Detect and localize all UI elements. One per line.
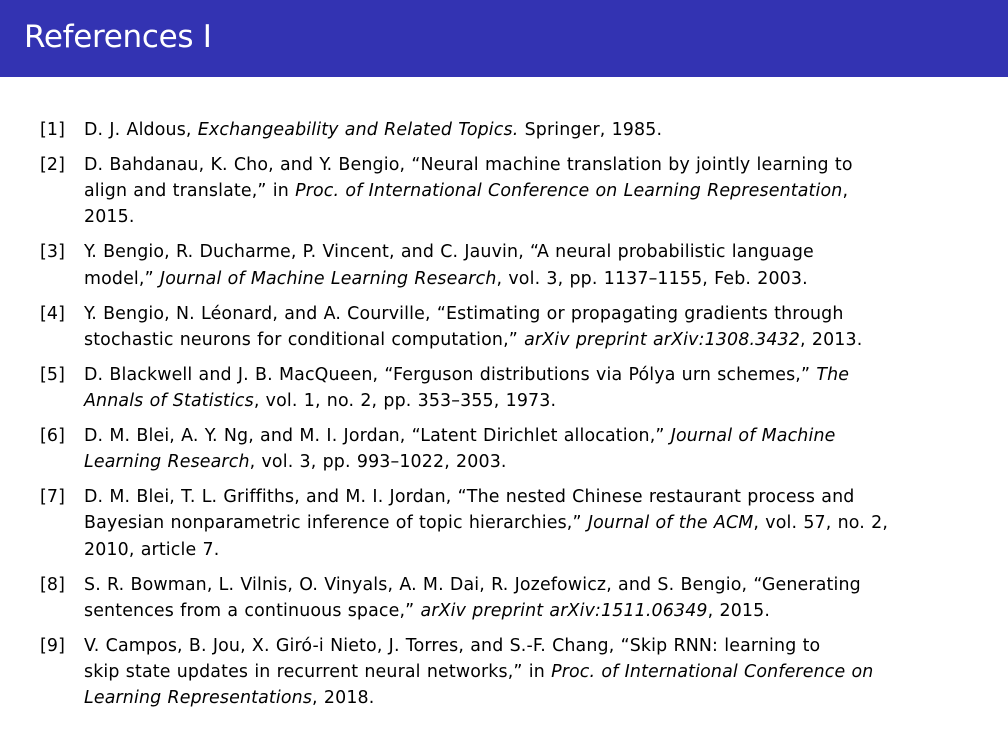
reference-line — [84, 152, 985, 178]
reference-item — [40, 301, 985, 354]
reference-segment: , 2013. — [800, 329, 863, 350]
reference-italic-segment: The — [816, 364, 850, 385]
reference-italic-segment: Annals of Statistics — [84, 391, 254, 412]
reference-line — [84, 266, 985, 292]
reference-segment: Springer, 1985. — [518, 120, 663, 140]
reference-line — [84, 659, 985, 685]
reference-line — [84, 239, 985, 265]
reference-text — [84, 152, 985, 231]
reference-number: [3] — [40, 242, 66, 263]
reference-line — [84, 572, 985, 598]
reference-segment: Y. Bengio, N. Léonard, and A. Courville, “Estimating or propagating gradients through — [84, 303, 844, 324]
reference-list — [40, 117, 985, 720]
reference-text — [84, 484, 985, 563]
reference-segment: stochastic neurons for conditional computation,” — [84, 329, 525, 350]
reference-segment: Y. Bengio, R. Ducharme, P. Vincent, and C. Jauvin, “A neural probabilistic language — [84, 242, 814, 263]
reference-segment: , vol. 3, pp. 1137–1155, Feb. 2003. — [496, 268, 808, 289]
reference-italic-segment: Journal of Machine — [670, 425, 836, 446]
reference-italic-segment: Journal of Machine Learning Research — [159, 268, 497, 289]
reference-number: [6] — [40, 425, 66, 446]
reference-segment: D. J. Aldous, — [84, 120, 198, 140]
reference-italic-segment: Proc. of International Conference on Learning Representation — [295, 181, 843, 202]
reference-line — [84, 449, 985, 475]
reference-italic-segment: Learning Representations — [84, 688, 313, 709]
reference-segment: , vol. 3, pp. 993–1022, 2003. — [249, 452, 507, 473]
reference-segment: skip state updates in recurrent neural networks,” in — [84, 662, 552, 683]
reference-line — [84, 685, 985, 711]
reference-number: [7] — [40, 487, 66, 508]
reference-segment: S. R. Bowman, L. Vilnis, O. Vinyals, A. M. Dai, R. Jozefowicz, and S. Bengio, “Generating — [84, 574, 861, 595]
reference-item — [40, 484, 985, 563]
reference-segment: D. M. Blei, T. L. Griffiths, and M. I. Jordan, “The nested Chinese restaurant process and — [84, 487, 855, 508]
reference-segment: , vol. 1, no. 2, pp. 353–355, 1973. — [253, 391, 557, 412]
reference-text — [84, 117, 985, 143]
reference-text — [84, 239, 985, 292]
reference-item — [40, 633, 985, 712]
reference-italic-segment: Learning Research — [84, 452, 250, 473]
reference-italic-segment: Proc. of International Conference on — [551, 662, 874, 683]
reference-text — [84, 423, 985, 476]
reference-number: [4] — [40, 303, 66, 324]
reference-number: [2] — [40, 154, 66, 175]
reference-text — [84, 633, 985, 712]
reference-line — [84, 117, 985, 143]
reference-line — [84, 537, 985, 563]
reference-segment: , vol. 57, no. 2, — [753, 513, 889, 534]
reference-line — [84, 362, 985, 388]
reference-line — [84, 301, 985, 327]
reference-segment: Bayesian nonparametric inference of topic hierarchies,” — [84, 513, 588, 534]
reference-item — [40, 362, 985, 415]
reference-number: [1] — [40, 120, 66, 140]
reference-segment: sentences from a continuous space,” — [84, 600, 421, 621]
reference-segment: D. M. Blei, A. Y. Ng, and M. I. Jordan, “Latent Dirichlet allocation,” — [84, 425, 671, 446]
title-bar — [0, 0, 1008, 77]
reference-line — [84, 204, 985, 230]
reference-segment: model,” — [84, 268, 160, 289]
reference-line — [84, 510, 985, 536]
reference-item — [40, 239, 985, 292]
reference-line — [84, 388, 985, 414]
reference-segment: 2015. — [84, 207, 135, 228]
reference-segment: V. Campos, B. Jou, X. Giró-i Nieto, J. Torres, and S.-F. Chang, “Skip RNN: learning to — [84, 635, 821, 656]
reference-segment: align and translate,” in — [84, 181, 296, 202]
reference-text — [84, 362, 985, 415]
reference-number: [8] — [40, 574, 66, 595]
reference-segment: D. Blackwell and J. B. MacQueen, “Ferguson distributions via Pólya urn schemes,” — [84, 364, 817, 385]
reference-segment: 2010, article 7. — [84, 539, 220, 560]
reference-segment: , — [842, 181, 849, 202]
reference-line — [84, 633, 985, 659]
reference-segment: D. Bahdanau, K. Cho, and Y. Bengio, “Neural machine translation by jointly learning to — [84, 154, 853, 175]
reference-text — [84, 301, 985, 354]
reference-line — [84, 598, 985, 624]
reference-line — [84, 178, 985, 204]
reference-item — [40, 423, 985, 476]
reference-item — [40, 152, 985, 231]
reference-number: [9] — [40, 635, 66, 656]
reference-italic-segment: Journal of the ACM — [587, 513, 754, 534]
reference-segment: , 2018. — [312, 688, 375, 709]
reference-line — [84, 484, 985, 510]
reference-line — [84, 423, 985, 449]
reference-line — [84, 327, 985, 353]
slide-title: References I — [24, 19, 212, 55]
reference-item — [40, 572, 985, 625]
reference-text — [84, 572, 985, 625]
reference-segment: , 2015. — [707, 600, 771, 621]
reference-italic-segment: arXiv preprint arXiv:1308.3432 — [524, 329, 800, 350]
reference-italic-segment: arXiv preprint arXiv:1511.06349 — [420, 600, 708, 621]
reference-italic-segment: Exchangeability and Related Topics. — [197, 120, 519, 140]
reference-number: [5] — [40, 364, 66, 385]
reference-item — [40, 117, 985, 143]
